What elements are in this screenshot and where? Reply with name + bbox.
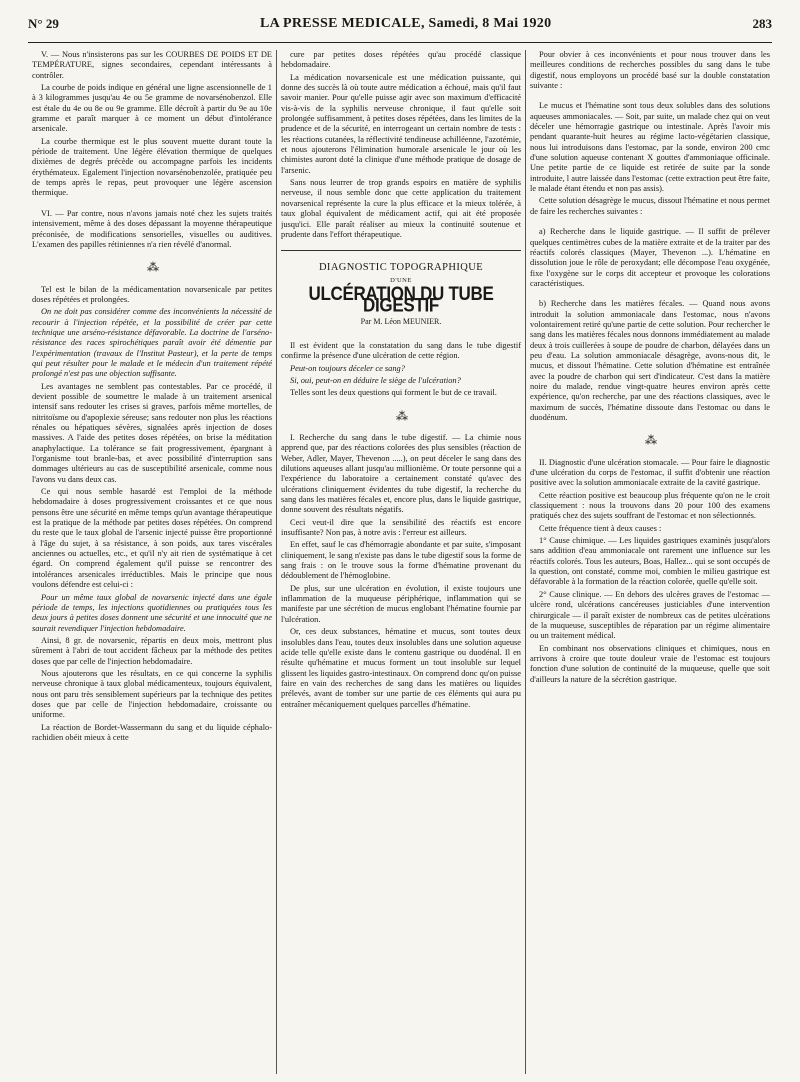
subsection-paragraph: a) Recherche dans le liquide gastrique. — Il suffit de prélever quelques centimètres cubes de la matière extraite et de la traiter par des réactifs colorés classiques (Mayer, Thevenon ...). L'hématine en dissolution joue le rôle de peroxydant; elle décompose l'eau oxygénée, fixe l'oxygène sur le corps dit accepteur et provoque les colorations caractéristiques. [530,227,770,288]
paragraph: La courbe de poids indique en général une ligne ascensionnelle de 1 à 3 kilogrammes jusqu'au 4e ou 5e gramme de novarsénobenzol. Elle est étale du 4e ou 8e ou 9e gramme. Elle décroît à partir du 9e au 10e gramme et paraît marquer à ce moment un début d'intolérance arsenicale. [32,83,272,134]
section-heading-paragraph: I. Recherche du sang dans le tube digestif. — La chimie nous apprend que, par des réactions colorées des plus sensibles (réaction de Weber, Adler, Mayer, Thevenon .....), on peut déceler le sang dans des dilutions aqueuses allant jusqu'au millionième. Or toute personne qui a l'expérience du laboratoire a certainement constaté qu'avec des ulcérations cliniquement évidentes du tube digestif, la recherche du sang dans les matières fécales et, encore plus, dans le liquide gastrique, donne souvent des résultats négatifs. [281,432,521,515]
section-separator: ⁂ [147,260,157,275]
paragraph: De plus, sur une ulcération en évolution, il existe toujours une inflammation de la muqueuse périphérique, inflammation qui se manifeste par une sécrétion de mucus englobant l'hématine fournie par l'ulcération. [281,583,521,624]
paragraph: Peut-on toujours déceler ce sang? [290,363,405,373]
paragraph: Sans nous leurrer de trop grands espoirs en matière de syphilis nerveuse, il nous semble donc que cette application du traitement novarsenical représente la cure la plus efficace et la mieux tolérée, à taux global équivalent de médicament actif, qui ait été proposée jusqu'ici. Elle paraît réaliser au mieux la continuité soutenue et prudente dans l'effort thérapeutique. [281,178,521,239]
column-divider [525,50,526,1074]
column-divider [276,50,277,1074]
paragraph: 2° Cause clinique. — En dehors des ulcères graves de l'estomac — ulcère rond, ulcérations cancéreuses justiciables d'une intervention chirurgicale — il paraît exister de nombreux cas de petites ulcérations de la muqueuse, susceptibles de réparation par un régime alimentaire ou un traitement médical. [530,589,770,641]
paragraph: Cette fréquence tient à deux causes : [539,523,662,533]
paragraph: 1° Cause chimique. — Les liquides gastriques examinés jusqu'alors sans addition d'eau ammoniacale ont rarement une influence sur les réactifs colorés. Tous les auteurs, Boas, Hallez... qui se sont occupés de la question, ont constaté, comme moi, combien le milieu gastrique est défavorable à la formation de la réaction colorée, quelle qu'elle soit. [530,536,770,587]
paragraph: Telles sont les deux questions qui forment le but de ce travail. [290,388,497,398]
subsection-paragraph: b) Recherche dans les matières fécales. — Quand nous avons introduit la solution ammoniacale dans l'estomac, nous n'avons volontairement retiré qu'une partie de cette solution. Pour rechercher le sang dans les matières fécales nous donnons immédiatement au malade deux à trois cuillerées à soupe de poudre de charbon, délayées dans un peu d'eau. La solution ammoniacale désagrège, avons-nous dit, le mucus, et dissout l'hématine. Cette solution d'hématine est entraînée avec la poudre de charbon qui sert d'indicateur. C'est dans la matière noire du malade, rendue vingt-quatre heures environ après cette expérience, qu'on recherche, par une des réactions classiques, avec le maximum de succès, l'hématine dissoute dans l'estomac ou dans le duodénum. [530,299,770,422]
paragraph: Les avantages ne semblent pas contestables. Par ce procédé, il devient possible de soumettre le malade à un traitement arsenical intensif sans redouter les crises si graves, parfois même mortelles, de nitritoïsme ou d'apoplexie séreuse; sans redouter non plus les réactions rénales ou hépatiques sévères, signalées après injection de doses massives. A l'aide des petites doses répétées, on brise la méditation anaphylactique. La tolérance se fait progressivement, épargnant à l'organisme tout branle-bas, et avec possibilité d'interruption sans dommages ultérieurs au cas de susceptibilité arsenicale, comme nous l'avons vu dans deux cas. [32,381,272,484]
paragraph: La médication novarsenicale est une médication puissante, qui donne des succès là où toute autre médication a échoué, mais qu'il faut savoir manier. Pour qu'elle puisse agir avec son maximum d'efficacité vis-à-vis de la syphilis nerveuse chronique, il faut qu'elle soit prolongée suffisamment, à petites doses répétées, dans les limites de la prudence et de la sécurité, en interrogeant un certain nombre de tests : les réactions cutanées, la réflectivité tendineuse achilléenne, l'azotémie, et nous ajouterons l'élimination humorale arsenicale le jour où les chimistes auront doté la clinique d'une méthode pratique de dosage de l'arsenic. [281,72,521,175]
article-separator [281,250,521,251]
page-header [28,16,772,43]
section-heading-paragraph: II. Diagnostic d'une ulcération stomacale. — Pour faire le diagnostic d'une ulcération du corps de l'estomac, il suffit d'obtenir une réaction positive avec la solution ammoniacale extraite de la cavité gastrique. [530,457,770,488]
paragraph: VI. — Par contre, nous n'avons jamais noté chez les sujets traités intensivement, même à des doses dépassant la moyenne thérapeutique préconisée, de modifications sensorielles, visuelles ou auditives. L'examen des papilles rétiniennes n'a rien révélé d'anormal. [32,208,272,249]
paragraph: Ainsi, 8 gr. de novarsenic, répartis en deux mois, mettront plus sûrement à l'abri de tout accident fâcheux par la méthode des petites doses que par celle de l'injection hebdomadaire. [32,635,272,666]
section-separator: ⁂ [645,433,655,448]
paragraph: On ne doit pas considérer comme des inconvénients la nécessité de recourir à l'injection répétée, et la possibilité de créer par cette technique une arséno-résistance défavorable. La doctrine de l'arséno-résistance des races spirochétiques paraît avoir été démentie par l'expérimentation (travaux de l'Institut Pasteur), et la perte de temps qui peut résulter pour le malade et le médecin d'un traitement répété prolongé n'est pas une objection suffisante. [32,307,272,379]
column-left [32,50,272,1074]
paragraph: Pour obvier à ces inconvénients et pour nous trouver dans les meilleures conditions de recherches possibles du sang dans le tube digestif, nous employons un procédé basé sur la double constatation suivante : [530,50,770,91]
section-separator: ⁂ [396,408,406,423]
article-title: ULCÉRATION DU TUBE DIGESTIF [308,282,494,317]
paragraph: En effet, sauf le cas d'hémorragie abondante et par suite, s'imposant cliniquement, le sang n'existe pas dans le tube digestif sous la forme de sang frais : on le trouve sous la forme d'hématine provenant du dédoublement de l'hémoglobine. [281,540,521,581]
paragraph: La courbe thermique est le plus souvent muette durant toute la période de traitement. Une légère élévation thermique de quelques dixièmes de degrés précède ou accompagne parfois les incidents érythémateux. Egalement l'injection novarsénobenzolée, pratiquée peu de temps après le repas, peut provoquer une légère ascension thermique. [32,136,272,198]
article-byline: Par M. Léon MEUNIER. [360,316,442,326]
paragraph: Si, oui, peut-on en déduire le siège de l'ulcération? [290,375,461,385]
key-finding-paragraph: Le mucus et l'hématine sont tous deux solubles dans des solutions aqueuses ammoniacales. — Soit, par suite, un malade chez qui on veut déceler une hémorragie gastrique ou intestinale. Après l'avoir mis pendant quarante-huit heures au régime lacto-végétarien classique, nous lui introduisons dans l'estomac, par la sonde, environ 200 cmc d'une solution aqueuse contenant X gouttes d'ammoniaque officinale. Une petite partie de ce liquide est retirée de suite par la sonde introduite, l autre laissée dans l'estomac (cette extraction peut être faite, le malade étant étendu et non pas assis). [530,101,770,194]
issue-number: N° 29 [28,16,59,31]
paragraph: V. — Nous n'insisterons pas sur les COURBES DE POIDS ET DE TEMPÉRATURE, signes secondaires, cependant intéressants à contrôler. [32,50,272,80]
column-right [530,50,770,1074]
paragraph: La réaction de Bordet-Wassermann du sang et du liquide céphalo-rachidien obéit mieux à cette [32,722,272,742]
paragraph: Ceci veut-il dire que la sensibilité des réactifs est encore insuffisante? Non pas, à notre avis : l'erreur est ailleurs. [281,517,521,538]
article-kicker: DIAGNOSTIC TOPOGRAPHIQUE [318,262,484,274]
paragraph: Tel est le bilan de la médicamentation novarsenicale par petites doses répétées et prolongées. [32,284,272,304]
paragraph: Ce qui nous semble hasardé est l'emploi de la méthode hebdomadaire à doses progressivement croissantes et ce que nous pensons être une sécurité en même temps qu'un avantage thérapeutique est la pratique de la méthode par petites doses répétées. On comprend du reste que le taux global de l'arsenic injecté puisse être proportionné à l'âge du sujet, à sa résistance, à son poids, aux tares viscérales anciennes ou actuelles, etc., et qu'il n'y ait rien de systématique à cet égard. On comprend également qu'il puisse se rencontrer des intolérances arsenicales irréductibles. Mais le principe que nous voulons défendre est celui-ci : [32,487,272,590]
page-number: 283 [752,16,772,31]
paragraph: Cette solution désagrège le mucus, dissout l'hématine et nous permet de faire les recherches suivantes : [530,196,770,216]
principle-statement: Pour un même taux global de novarsenic injecté dans une égale période de temps, les injections quotidiennes ou pratiquées tous les deux jours à petites doses donnent une sécurité et une innocuité que ne saurait revendiquer l'injection hebdomadaire. [32,592,272,633]
column-middle [281,50,521,1074]
paragraph: En combinant nos observations cliniques et chimiques, nous en arrivons à croire que toute douleur vraie de l'estomac est toujours fonction d'une solution de continuité de la muqueuse, quelle que soit d'ailleurs la nature de la sécrétion gastrique. [530,643,770,684]
paragraph: Or, ces deux substances, hématine et mucus, sont toutes deux insolubles dans l'eau, toutes deux insolubles dans une solution aqueuse acide telle qu'elle existe dans le contenu gastrique ou duodénal. Il en résulte qu'hématine et mucus forment un tout insoluble sur lequel glissent les liquides gastro-intestinaux. On comprend donc qu'on puisse faire en vain des recherches de sang dans les matières ou liquides prélevés, avant de tomber sur une partie de ces éléments qui aura pu entraîner mécaniquement quelques parcelles d'hématine. [281,627,521,709]
paragraph: cure par petites doses répétées qu'au procédé classique hebdomadaire. [281,50,521,70]
article-kicker-small: D'UNE [390,276,412,284]
paragraph: Cette réaction positive est beaucoup plus fréquente qu'on ne le croit classiquement : nous la trouvons dans 20 pour 100 des examens pratiqués chez des sujets souffrant de l'estomac et non sélectionnés. [530,490,770,521]
paragraph: Il est évident que la constatation du sang dans le tube digestif confirme la présence d'une ulcération de cette région. [281,340,521,361]
paragraph: Nous ajouterons que les résultats, en ce qui concerne la syphilis nerveuse chronique à taux global médicamenteux, toujours équivalent, nous ont paru très sensiblement supérieurs par la technique des petites doses que par celle de l'injection hebdomadaire, croissante ou uniforme. [32,668,272,720]
journal-title: LA PRESSE MEDICALE, Samedi, 8 Mai 1920 [259,16,552,31]
